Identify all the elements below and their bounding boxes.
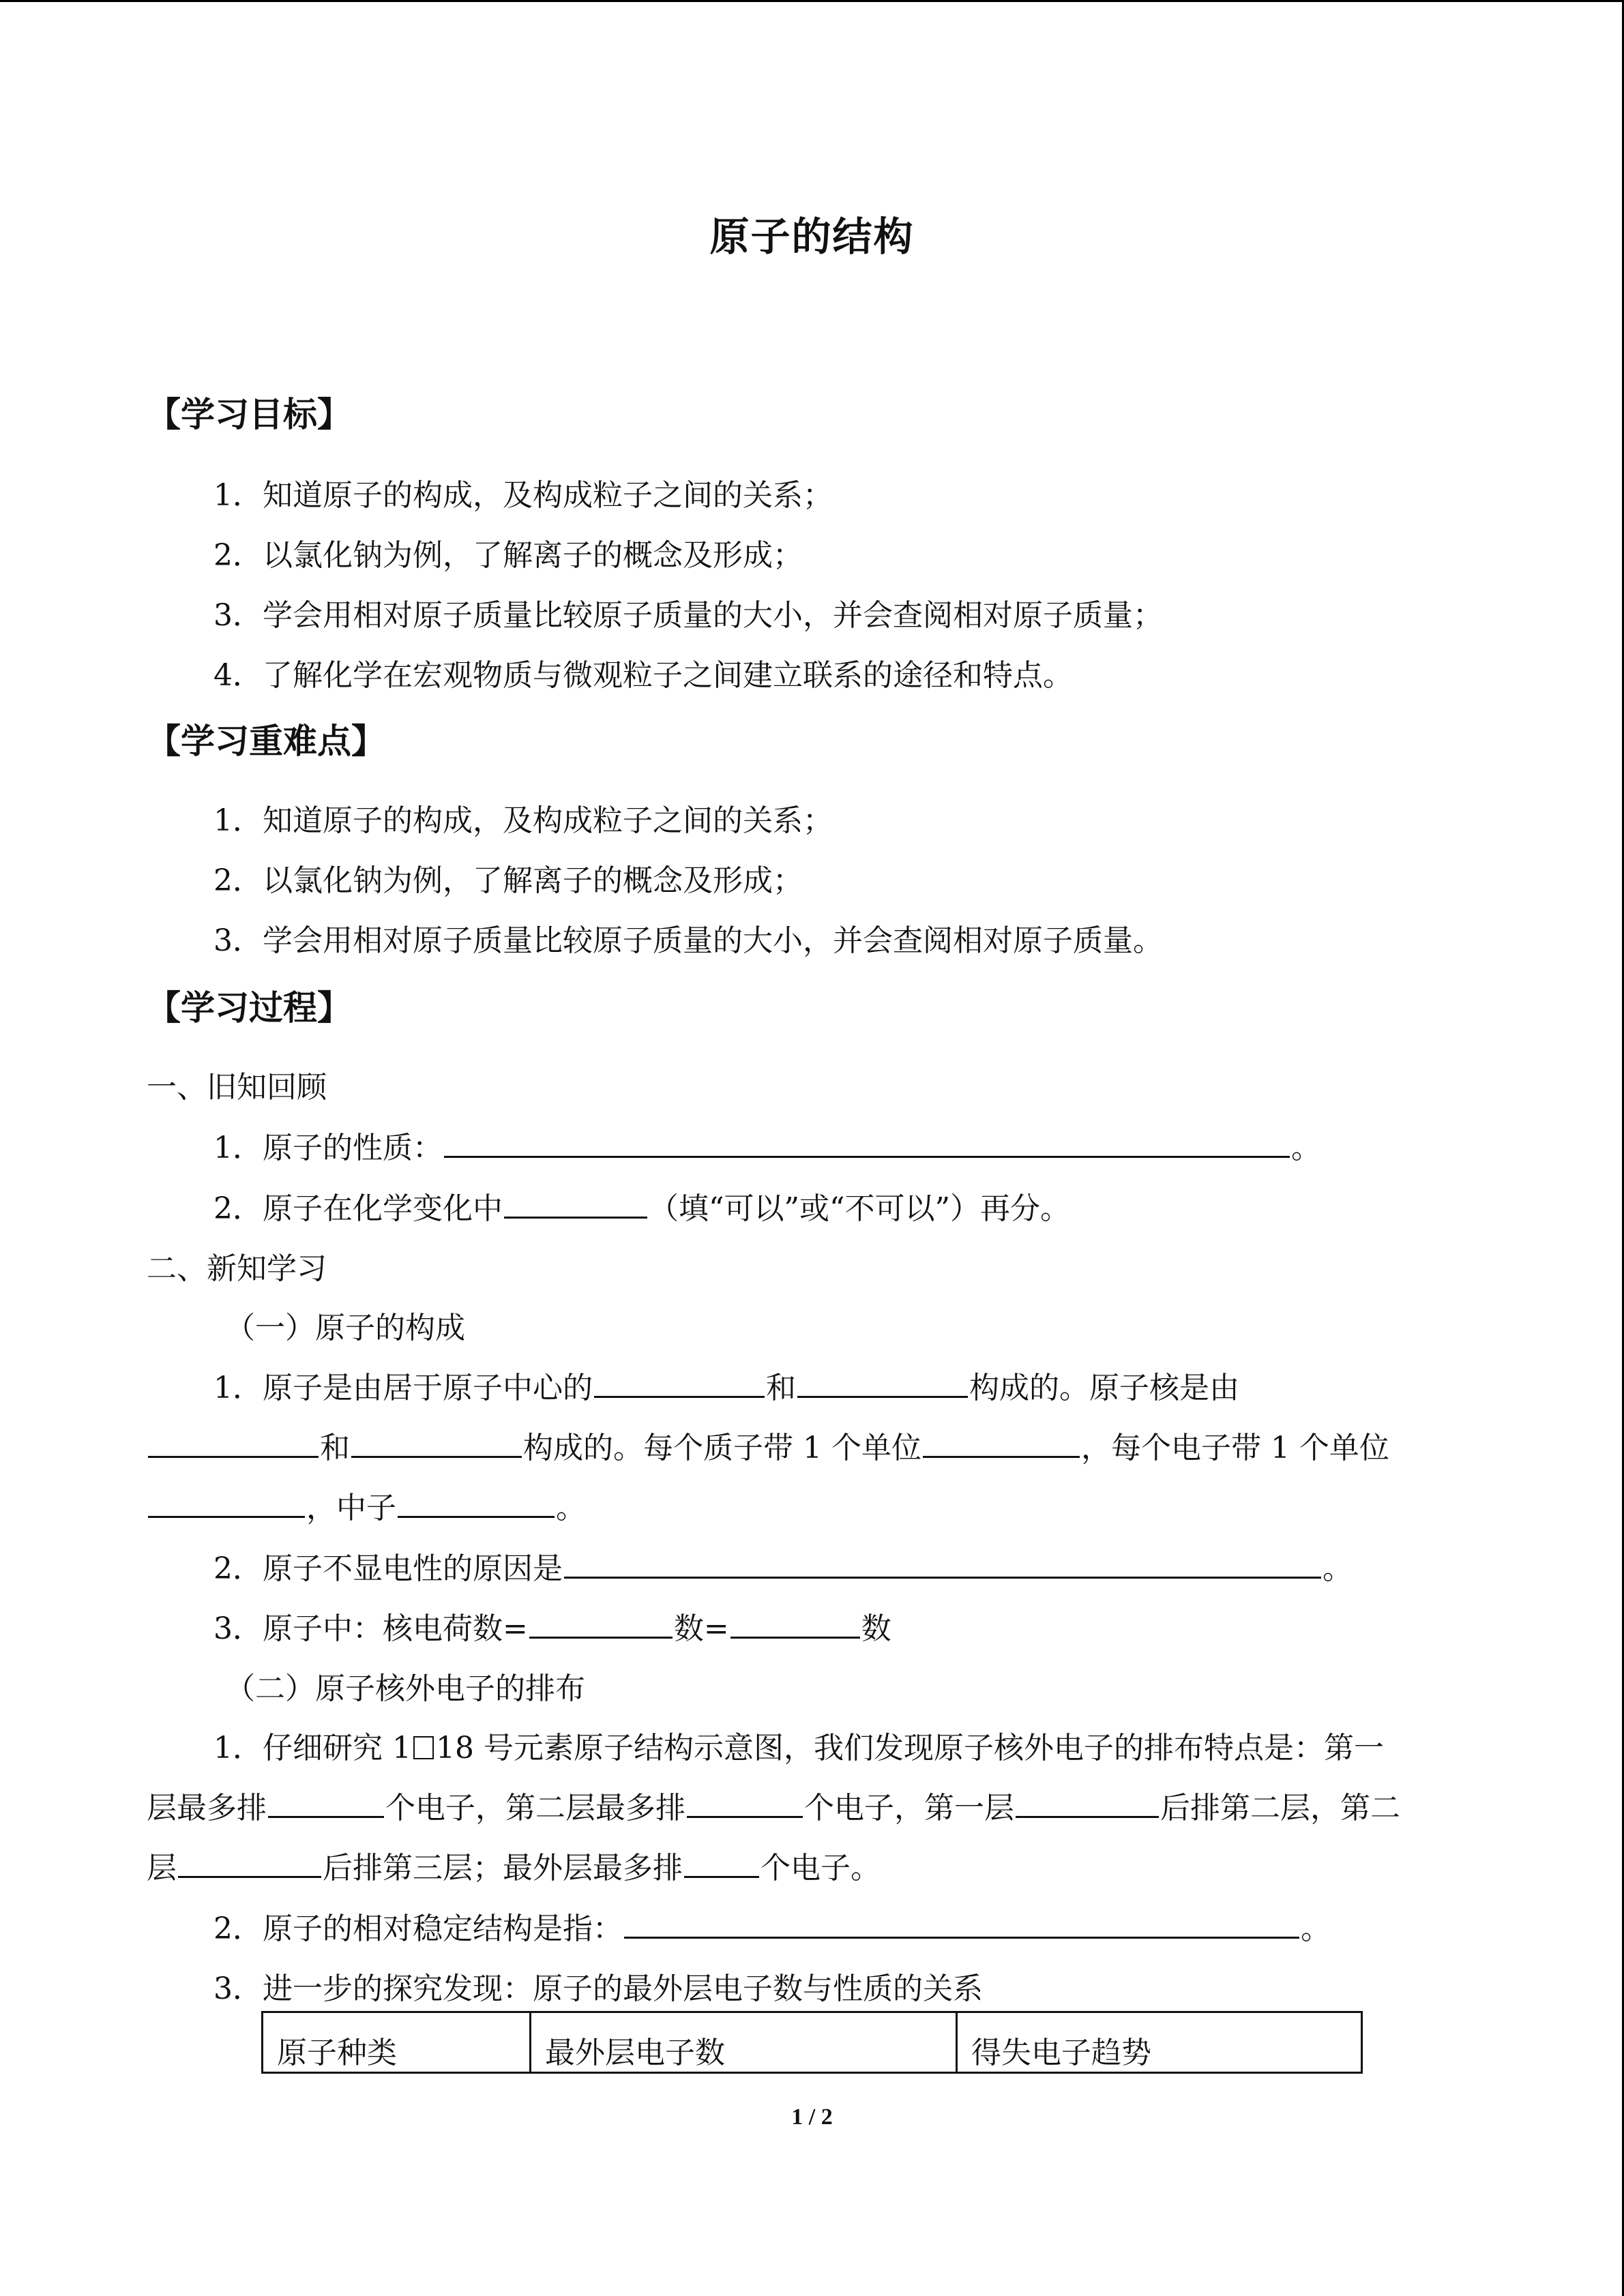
answer-blank[interactable] [444,1129,1290,1158]
answer-blank[interactable] [730,1609,860,1639]
goal-item: 4．了解化学在宏观物质与微观粒子之间建立联系的途径和特点。 [213,658,1073,693]
paragraph-line: 和 构成的。每个质子带 1 个单位 ，每个电子带 1 个单位 [147,1428,1389,1469]
paragraph-line: 1．原子是由居于原子中心的 和 构成的。原子核是由 [213,1368,1239,1409]
answer-blank[interactable] [687,1789,803,1818]
page-number: 1 / 2 [791,2104,833,2130]
key-point-item: 2．以氯化钠为例，了解离子的概念及形成； [213,863,803,898]
electron-property-table [261,2011,1363,2074]
answer-blank[interactable] [178,1849,321,1878]
answer-blank[interactable] [148,1489,305,1518]
answer-blank[interactable] [684,1849,759,1878]
page-title: 原子的结构 [709,213,915,260]
answer-blank[interactable] [594,1369,765,1398]
missing-glyph-box [413,1736,434,1759]
table-header-cell: 得失电子趋势 [957,2012,1362,2073]
answer-blank[interactable] [529,1609,673,1639]
key-points-heading: 【学习重难点】 [147,721,385,761]
paragraph-line: 层 后排第三层；最外层最多排 个电子。 [147,1848,881,1889]
paragraph-line: 层最多排 个电子，第二层最多排 个电子，第一层 后排第二层，第二 [147,1788,1400,1829]
answer-blank[interactable] [1016,1789,1159,1818]
answer-blank[interactable] [148,1429,319,1458]
key-point-item: 1．知道原子的构成，及构成粒子之间的关系； [213,803,833,838]
table-header-row [263,2012,1362,2073]
key-point-item: 3．学会用相对原子质量比较原子质量的大小，并会查阅相对原子质量。 [213,923,1163,958]
review-question-2: 2．原子在化学变化中 （填“可以”或“不可以”）再分。 [213,1189,1070,1229]
page-border [0,0,1624,2]
subsection-heading: （一）原子的构成 [225,1311,465,1345]
goals-heading: 【学习目标】 [147,395,351,434]
paragraph-line: 3．原子中：核电荷数= 数= 数 [213,1609,891,1650]
answer-blank[interactable] [504,1189,647,1219]
answer-blank[interactable] [398,1489,555,1518]
new-knowledge-heading: 二、新知学习 [147,1251,327,1286]
answer-blank[interactable] [268,1789,384,1818]
table-header-cell: 原子种类 [263,2012,531,2073]
table-header-cell: 最外层电子数 [531,2012,957,2073]
process-heading: 【学习过程】 [147,988,351,1028]
answer-blank[interactable] [351,1429,522,1458]
answer-blank[interactable] [624,1909,1299,1939]
paragraph-line: 3．进一步的探究发现：原子的最外层电子数与性质的关系 [213,1971,983,2006]
answer-blank[interactable] [797,1369,968,1398]
paragraph-line: ，中子 。 [147,1488,586,1529]
goal-item: 1．知道原子的构成，及构成粒子之间的关系； [213,478,833,513]
goal-item: 2．以氯化钠为例，了解离子的概念及形成； [213,538,803,573]
subsection-heading: （二）原子核外电子的排布 [225,1671,585,1706]
paragraph-line: 2．原子不显电性的原因是 。 [213,1549,1353,1590]
goal-item: 3．学会用相对原子质量比较原子质量的大小，并会查阅相对原子质量； [213,598,1163,633]
paragraph-line: 2．原子的相对稳定结构是指： 。 [213,1909,1331,1950]
answer-blank[interactable] [923,1429,1080,1458]
review-heading: 一、旧知回顾 [147,1070,327,1105]
paragraph-line: 1．仔细研究 1 18 号元素原子结构示意图，我们发现原子核外电子的排布特点是：第一 [213,1731,1384,1765]
answer-blank[interactable] [564,1549,1321,1579]
review-question-1: 1．原子的性质： 。 [213,1128,1321,1169]
